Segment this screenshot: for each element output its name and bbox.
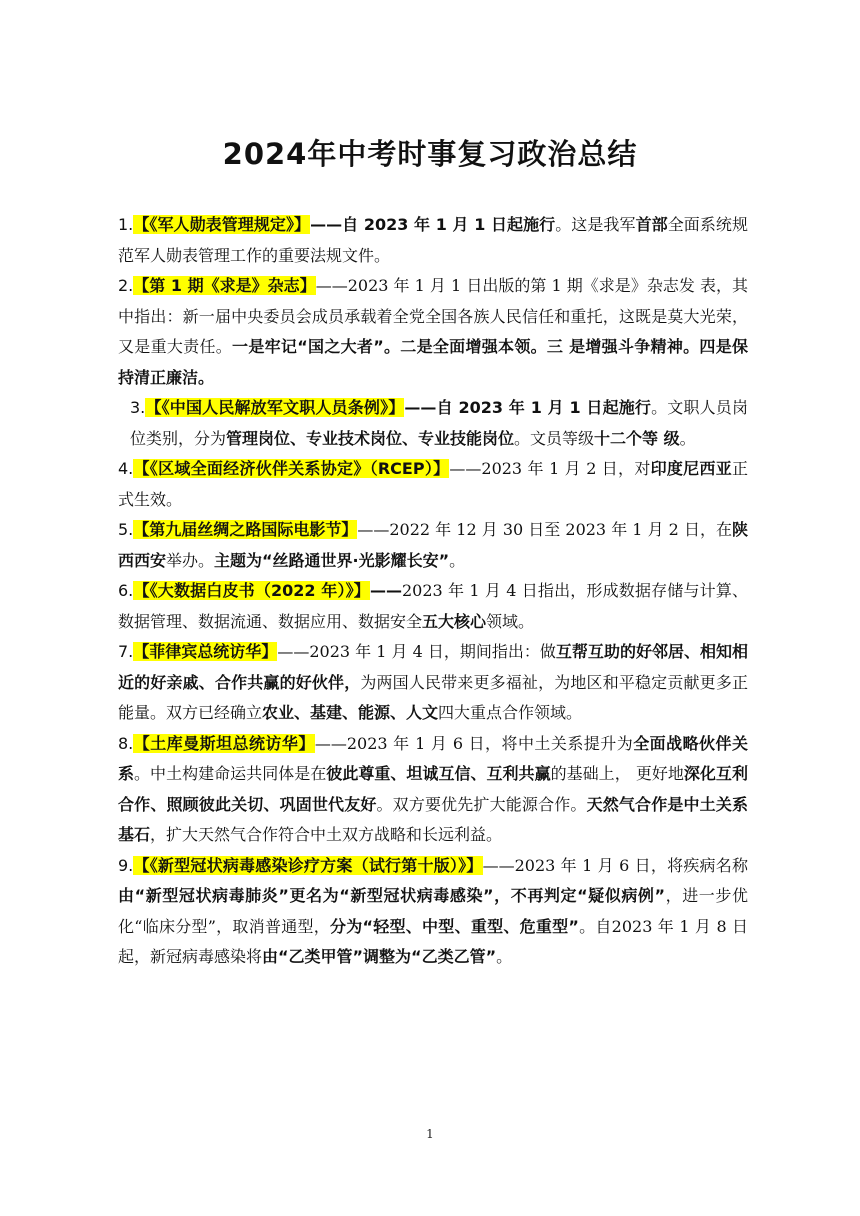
item-number: 4. xyxy=(118,459,134,478)
item-heading-highlight: 【第九届丝绸之路国际电影节】 xyxy=(133,520,358,539)
body-text: 全面系统规范军人勋表管理工作的重要法规文件。 xyxy=(118,215,748,265)
bold-text: 印度尼西亚 xyxy=(650,459,732,478)
body-text: 。 xyxy=(449,550,466,570)
list-item xyxy=(118,515,748,576)
bold-text: ——自 2023 年 1 月 1 日起施行 xyxy=(404,398,652,417)
item-number: 3. xyxy=(130,398,146,417)
body-text: 。自2023 年 1 月 8 日起，新冠病毒感染将 xyxy=(118,916,748,966)
body-text: 四大重点合作领域。 xyxy=(438,703,583,722)
body-text: 领域。 xyxy=(486,611,535,631)
body-text: 为两国人民带来更多福祉，为地区和平稳定贡献更多正能量。双方已经确立 xyxy=(118,672,748,722)
list-item xyxy=(118,637,748,729)
item-number: 1. xyxy=(118,215,134,234)
item-heading-highlight: 【《新型冠状病毒感染诊疗方案（试行第十版）》】 xyxy=(133,855,483,875)
bold-text: 天然气合作是中土关系基石 xyxy=(118,794,748,844)
body-text: 举办。 xyxy=(166,550,215,570)
bold-text: 管理岗位、专业技术岗位、专业技能岗位 xyxy=(226,428,515,448)
body-text: ——2023 年 1 月 6 日，将疾病名称 xyxy=(482,855,748,875)
item-number: 8. xyxy=(118,733,134,753)
item-number: 9. xyxy=(118,855,134,875)
body-text: ——2023 年 1 月 2 日，对 xyxy=(449,459,651,478)
bold-text: 全面战略伙伴关系 xyxy=(118,733,748,783)
item-heading-highlight: 【土库曼斯坦总统访华】 xyxy=(133,733,315,753)
body-text: 的基础上， 更好地 xyxy=(550,764,684,783)
page-title: 2024年中考时事复习政治总结 xyxy=(222,137,638,171)
list-item xyxy=(118,576,748,637)
item-number: 5. xyxy=(118,520,134,539)
bold-text: 一是牢记“国之大者”。二是全面增强本领。三 是增强斗争精神。四是保持清正廉洁。 xyxy=(118,337,748,387)
list-item xyxy=(118,454,748,515)
item-number: 7. xyxy=(118,642,134,661)
body-text: ——2022 年 12 月 30 日至 2023 年 1 月 2 日，在 xyxy=(357,520,732,539)
item-heading-highlight: 【《大数据白皮书（2022 年）》】 xyxy=(133,581,370,600)
item-heading-highlight: 【《区域全面经济伙伴关系协定》（RCEP）】 xyxy=(133,459,450,478)
body-text: ——2023 年 1 月 1 日出版的第 1 期《求是》杂志发 表，其中指出：新一届中央委员会成员承载着全党全国各族人民信任和重托，这既是莫大光荣，又是重大责任。 xyxy=(118,276,748,356)
item-heading-highlight: 【第 1 期《求是》杂志】 xyxy=(133,276,316,295)
bold-text: 农业、基建、能源、人文 xyxy=(262,703,439,722)
body-text: 。文员等级 xyxy=(514,428,595,448)
list-item xyxy=(118,851,748,973)
body-text: ——2023 年 1 月 4 日，期间指出：做 xyxy=(277,642,556,661)
bold-text: —— xyxy=(370,581,402,600)
body-text: 。中土构建命运共同体是在 xyxy=(134,764,327,783)
body-text: 正式生效。 xyxy=(118,459,748,509)
body-text: 。这是我军 xyxy=(555,215,636,234)
body-text: 。 xyxy=(496,947,513,966)
bold-text: ——自 2023 年 1 月 1 日起施行 xyxy=(310,215,556,234)
bold-text: 五大核心 xyxy=(422,611,487,631)
item-heading-highlight: 【《中国人民解放军文职人员条例》】 xyxy=(145,398,405,417)
item-heading-highlight: 【菲律宾总统访华】 xyxy=(133,642,278,661)
list-item xyxy=(118,271,748,393)
item-number: 6. xyxy=(118,581,134,600)
bold-text: 彼此尊重、坦诚互信、互利共赢 xyxy=(326,764,551,783)
body-text: 。双方要优先扩大能源合作。 xyxy=(376,794,587,814)
bold-text: 主题为“丝路通世界·光影耀长安” xyxy=(214,550,450,570)
bold-text: 十二个等 级 xyxy=(594,428,680,448)
body-text: ，扩大天然气合作符合中土双方战略和长远利益。 xyxy=(150,825,503,844)
list-item xyxy=(118,210,748,271)
bold-text: 深化互利合作、照顾彼此关切、巩固世代友好 xyxy=(118,764,748,814)
list-item xyxy=(118,729,748,851)
bold-text: 由“新型冠状病毒肺炎”更名为“新型冠状病毒感染”，不再判定“疑似病例” xyxy=(118,886,666,905)
page-number: 1 xyxy=(426,1127,434,1141)
body-text: 。文职人员岗位类别，分为 xyxy=(130,398,748,448)
bold-text: 由“乙类甲管”调整为“乙类乙管” xyxy=(262,947,497,966)
body-text: ——2023 年 1 月 6 日，将中土关系提升为 xyxy=(314,733,634,753)
item-heading-highlight: 【《军人勋表管理规定》】 xyxy=(133,215,311,234)
list-item xyxy=(118,393,748,454)
bold-text: 首部 xyxy=(635,215,668,234)
news-list xyxy=(118,210,748,973)
item-number: 2. xyxy=(118,276,134,295)
body-text: ，进一步优化“临床分型”，取消普通型， xyxy=(118,886,748,936)
bold-text: 分为“轻型、中型、重型、危重型” xyxy=(329,916,579,936)
bold-text: 互帮互助的好邻居、相知相近的好亲戚、合作共赢的好伙伴， xyxy=(118,642,748,692)
bold-text: 陕西西安 xyxy=(118,520,748,570)
body-text: 2023 年 1 月 4 日指出，形成数据存储与计算、数据管理、数据流通、数据应用、数据安全 xyxy=(118,581,748,631)
body-text: 。 xyxy=(679,428,696,448)
